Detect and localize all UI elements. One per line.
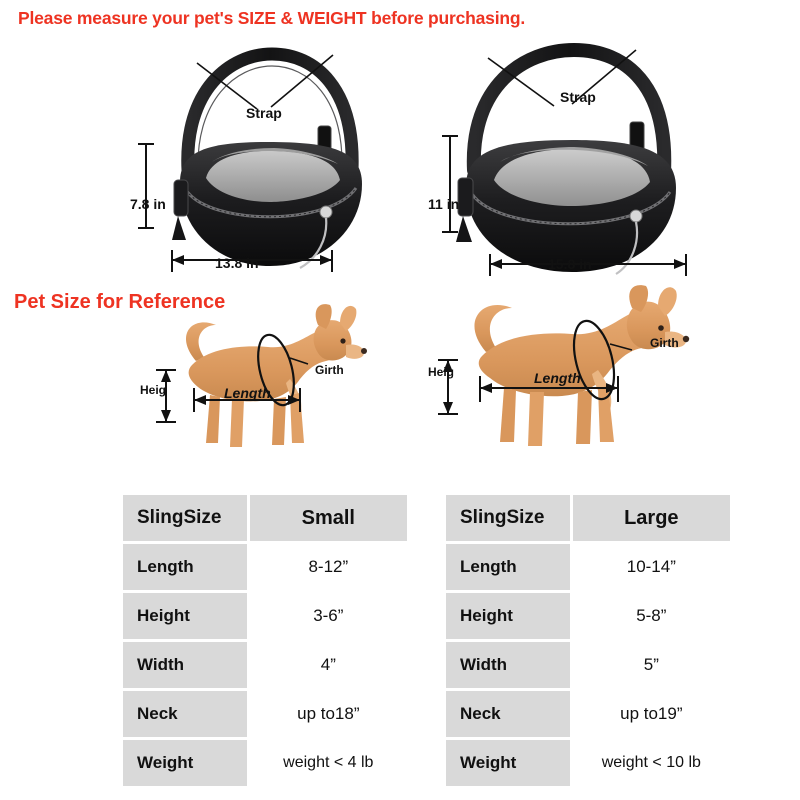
table-row [446, 691, 730, 737]
table-cell-key: Width [446, 642, 570, 688]
large-sling-width-label: 15.8 in [548, 256, 592, 272]
table-row [446, 495, 730, 541]
table-row [123, 740, 407, 786]
large-strap-label: Strap [560, 89, 596, 105]
small-sling-height-label: 7.8 in [130, 196, 166, 212]
table-cell-value: 5” [573, 642, 730, 688]
table-cell-key: Length [123, 544, 247, 590]
table-cell-value: 10-14” [573, 544, 730, 590]
section-title-pet-size: Pet Size for Reference [14, 291, 226, 313]
small-size-table [120, 492, 410, 789]
table-row [446, 544, 730, 590]
page-title: Please measure your pet's SIZE & WEIGHT before purchasing. [18, 8, 526, 28]
table-cell-key: Height [123, 593, 247, 639]
large-size-table [443, 492, 733, 789]
small-dog-height-label: Heig [140, 383, 167, 397]
table-cell-key: SlingSize [123, 495, 247, 541]
table-cell-key: Neck [123, 691, 247, 737]
table-cell-value: Small [250, 495, 407, 541]
table-cell-key: Height [446, 593, 570, 639]
table-cell-value: 4” [250, 642, 407, 688]
table-cell-value: weight < 10 lb [573, 740, 730, 786]
table-cell-value: 5-8” [573, 593, 730, 639]
large-sling-height-label: 11 in [428, 196, 460, 212]
table-cell-key: SlingSize [446, 495, 570, 541]
small-dog-girth-label: Girth [315, 363, 344, 377]
table-row [446, 740, 730, 786]
table-row [123, 642, 407, 688]
table-cell-key: Length [446, 544, 570, 590]
large-dog-girth-label: Girth [650, 336, 679, 350]
large-strap-callout-lines [478, 40, 648, 135]
table-cell-value: up to18” [250, 691, 407, 737]
small-strap-label: Strap [246, 105, 282, 121]
table-row [123, 691, 407, 737]
table-cell-key: Weight [123, 740, 247, 786]
table-cell-value: Large [573, 495, 730, 541]
table-cell-value: 8-12” [250, 544, 407, 590]
table-row [446, 593, 730, 639]
table-cell-value: 3-6” [250, 593, 407, 639]
table-row [123, 495, 407, 541]
table-row [446, 642, 730, 688]
table-cell-key: Weight [446, 740, 570, 786]
table-row [123, 593, 407, 639]
small-dog-length-label: Length [224, 385, 271, 401]
table-cell-key: Width [123, 642, 247, 688]
small-sling-width-label: 13.8 in [215, 255, 259, 271]
small-strap-callout-lines [185, 45, 345, 135]
table-row [123, 544, 407, 590]
table-cell-key: Neck [446, 691, 570, 737]
large-dog-length-label: Length [534, 370, 581, 386]
large-dog-height-label: Heig [428, 365, 455, 379]
table-cell-value: up to19” [573, 691, 730, 737]
table-cell-value: weight < 4 lb [250, 740, 407, 786]
